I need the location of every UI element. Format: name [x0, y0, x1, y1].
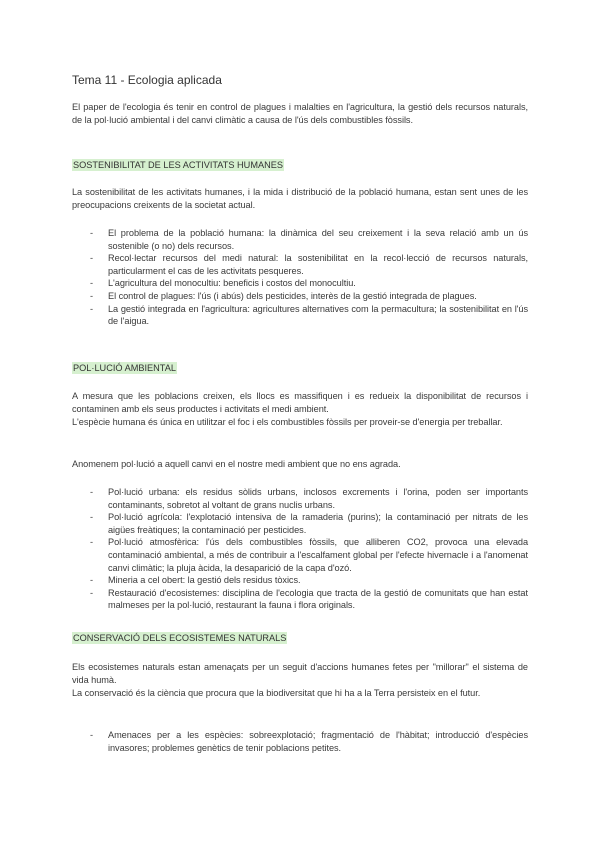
- dash-bullet: -: [90, 487, 94, 497]
- list-item: - La gestió integrada en l'agricultura: agricultures alternatives com la permacultura; la sostenibilitat en l'ús de l'aigua.: [90, 303, 528, 327]
- dash-bullet: -: [90, 587, 94, 598]
- section-heading-conservacio: CONSERVACIÓ DELS ECOSISTEMES NATURALS: [73, 633, 287, 643]
- list-item: - Amenaces per a les espècies: sobreexplotació; fragmentació de l'hàbitat; introducció d'espècies invasores; problemes genètics de tenir poblacions petites.: [90, 730, 528, 753]
- section-paragraph: L'espècie humana és única en utilitzar el foc i els combustibles fòssils per proveir-se d'energia per treballar.: [72, 417, 503, 427]
- list-item: - El problema de la població humana: la dinàmica del seu creixement i la seva relació amb un ús sostenible (o no) dels recursos.: [90, 228, 528, 251]
- bullet-list: [72, 729, 528, 754]
- list-item: - Restauració d'ecosistemes: disciplina de l'ecologia que tracta de la gestió de comunitats que han estat malmeses per la pol·lució, restaurant la fauna i flora originals.: [90, 587, 528, 611]
- section-paragraph: La conservació és la ciència que procura que la biodiversitat que hi ha a la Terra persisteix en el futur.: [72, 688, 481, 698]
- section-heading-pollucio: POL·LUCIÓ AMBIENTAL: [73, 363, 176, 373]
- dash-bullet: -: [90, 290, 94, 301]
- dash-bullet: -: [90, 303, 94, 314]
- section-heading-sostenibilitat: SOSTENIBILITAT DE LES ACTIVITATS HUMANES: [73, 160, 283, 170]
- dash-bullet: -: [90, 278, 94, 289]
- list-item: - El control de plagues: l'ús (i abús) dels pesticides, interès de la gestió integrada de plagues.: [90, 290, 477, 301]
- list-item: - L'agricultura del monocultiu: beneficis i costos del monocultiu.: [90, 278, 356, 289]
- dash-bullet: -: [90, 537, 94, 548]
- list-item: - Pol·lució urbana: els residus sòlids urbans, inclosos excrements i l'orina, poden ser importants contaminants, sobretot al voltant de grans nuclis urbans.: [90, 487, 528, 510]
- section-paragraph: A mesura que les poblacions creixen, els llocs es massifiquen i es redueix la disponibilitat de recursos i contaminen amb els seus productes i activitats el medi ambient.: [72, 391, 528, 414]
- bullet-list: [72, 227, 528, 328]
- dash-bullet: -: [90, 512, 94, 523]
- dash-bullet: -: [90, 253, 94, 264]
- page-title: Tema 11 - Ecologia aplicada: [72, 73, 222, 87]
- bullet-list: [72, 486, 528, 612]
- dash-bullet: -: [90, 228, 94, 238]
- list-item: - Pol·lució atmosfèrica: l'ús dels combustibles fòssils, que alliberen CO2, provoca una elevada contaminació ambiental, a més de contribuir a l'escalfament global per l'efecte hivernacle i a l'anomenat canvi climàtic; la pluja àcida, la desaparició de la capa d'ozó.: [90, 537, 528, 573]
- dash-bullet: -: [90, 730, 94, 740]
- list-item: - Recol·lectar recursos del medi natural: la sostenibilitat en la recol·lecció de recursos naturals, particularment el cas de les activitats pesqueres.: [90, 253, 528, 276]
- intro-paragraph: El paper de l'ecologia és tenir en control de plagues i malalties en l'agricultura, la gestió dels recursos naturals, de la pol·lució ambiental i del canvi climàtic a causa de l'ús dels combustibles fòssils.: [72, 102, 528, 125]
- list-item: - Pol·lució agrícola: l'explotació intensiva de la ramaderia (purins); la contaminació per nitrats de les aigües freàtiques; la contaminació per pesticides.: [90, 512, 528, 535]
- list-item: - Mineria a cel obert: la gestió dels residus tòxics.: [90, 575, 301, 586]
- section-paragraph: Els ecosistemes naturals estan amenaçats per un seguit d'accions humanes fetes per "millorar" el sistema de vida humà.: [72, 662, 528, 685]
- section-paragraph: La sostenibilitat de les activitats humanes, i la mida i distribució de la població humana, estan sent unes de les preocupacions creixents de la societat actual.: [72, 187, 528, 210]
- dash-bullet: -: [90, 575, 94, 586]
- section-paragraph: Anomenem pol·lució a aquell canvi en el nostre medi ambient que no ens agrada.: [72, 459, 401, 469]
